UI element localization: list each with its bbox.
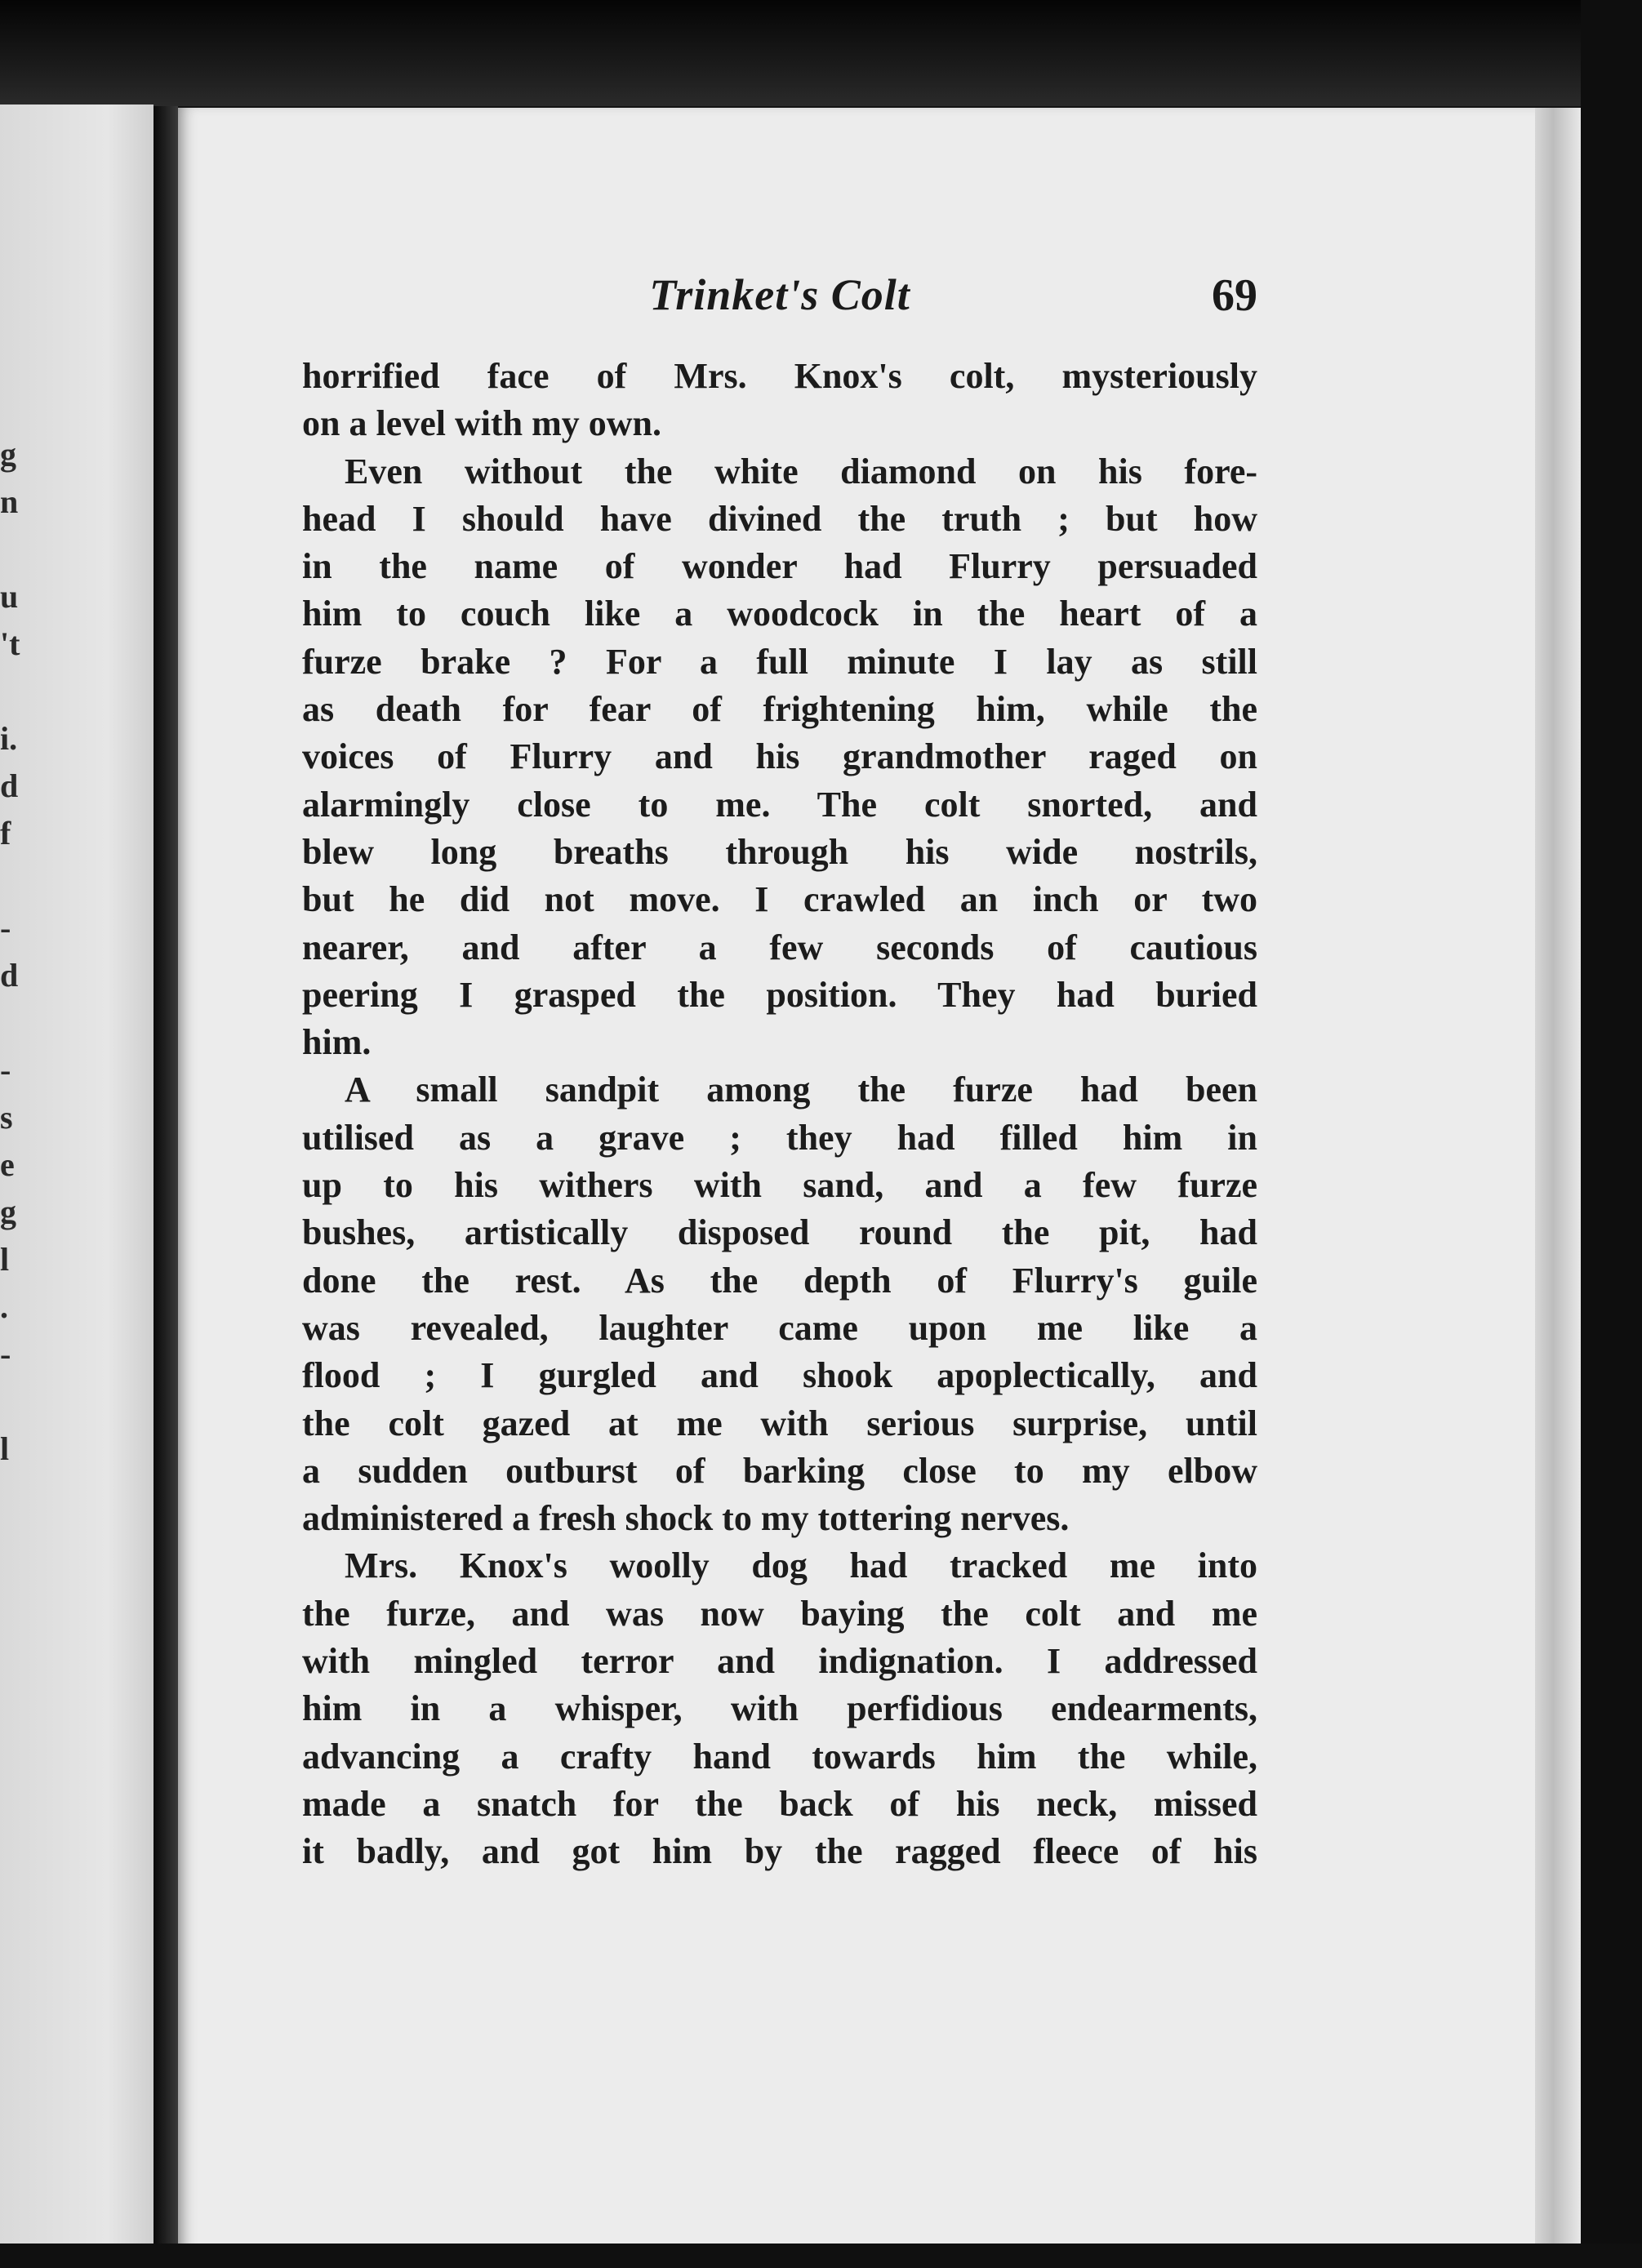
text-line: alarmingly close to me. The colt snorted, and <box>302 784 1257 825</box>
text-line: him to couch like a woodcock in the heart of a <box>302 594 1257 634</box>
scan-bottom-border <box>0 2244 1642 2268</box>
text-line: was revealed, laughter came upon me like a <box>302 1307 1257 1348</box>
text-line: bushes, artistically disposed round the pit, had <box>302 1212 1257 1253</box>
facing-page-fragment: - <box>0 909 11 946</box>
body-text <box>302 353 1257 1876</box>
text-line: made a snatch for the back of his neck, missed <box>302 1783 1257 1824</box>
facing-page-fragment: - <box>0 1336 11 1372</box>
scan-top-border <box>0 0 1642 106</box>
facing-page-fragment: g <box>0 436 16 473</box>
text-line: A small sandpit among the furze had been <box>345 1070 1257 1110</box>
facing-page-fragment: u <box>0 578 19 615</box>
facing-page-fragment: d <box>0 767 19 804</box>
text-line: Even without the white diamond on his fore- <box>345 451 1257 491</box>
facing-page-text-fragments <box>0 431 31 1473</box>
text-line: Mrs. Knox's woolly dog had tracked me into <box>345 1545 1257 1586</box>
facing-page-edge <box>0 105 154 2244</box>
text-line: in the name of wonder had Flurry persuaded <box>302 546 1257 587</box>
facing-page-fragment <box>0 526 31 573</box>
facing-page-fragment: . <box>0 1288 8 1325</box>
text-line: head I should have divined the truth ; but how <box>302 498 1257 539</box>
text-line: a sudden outburst of barking close to my elbow <box>302 1450 1257 1491</box>
facing-page-fragment: 't <box>0 625 20 662</box>
facing-page-fragment: f <box>0 815 11 852</box>
book-gutter <box>154 106 178 2245</box>
text-line: with mingled terror and indignation. I addressed <box>302 1641 1257 1682</box>
facing-page-fragment <box>0 999 31 1047</box>
text-line: done the rest. As the depth of Flurry's guile <box>302 1260 1257 1301</box>
facing-page-fragment: d <box>0 957 19 994</box>
text-line: utilised as a grave ; they had filled him in <box>302 1117 1257 1158</box>
running-head-title: Trinket's Colt <box>649 270 910 319</box>
text-line: but he did not move. I crawled an inch or two <box>302 879 1257 920</box>
text-line: peering I grasped the position. They had buried <box>302 974 1257 1015</box>
text-line: advancing a crafty hand towards him the while, <box>302 1736 1257 1777</box>
facing-page-fragment: g <box>0 1194 16 1230</box>
facing-page-fragment <box>0 668 31 715</box>
text-line: nearer, and after a few seconds of cautious <box>302 927 1257 967</box>
facing-page-fragment: i. <box>0 720 18 757</box>
facing-page-fragment: l <box>0 1241 10 1278</box>
text-line: administered a fresh shock to my tottering nerves. <box>302 1498 1070 1539</box>
text-line: the colt gazed at me with serious surprise, until <box>302 1403 1257 1443</box>
text-line: it badly, and got him by the ragged fleece of his <box>302 1831 1257 1872</box>
text-line: flood ; I gurgled and shook apoplectically, and <box>302 1355 1257 1396</box>
facing-page-fragment <box>0 1378 31 1425</box>
text-line: voices of Flurry and his grandmother raged on <box>302 736 1257 777</box>
facing-page-fragment: l <box>0 1430 10 1467</box>
facing-page-fragment: n <box>0 483 19 520</box>
text-line: him in a whisper, with perfidious endearments, <box>302 1688 1257 1729</box>
text-line: furze brake ? For a full minute I lay as still <box>302 641 1257 682</box>
text-line: on a level with my own. <box>302 403 661 444</box>
text-line: him. <box>302 1022 372 1063</box>
text-line: horrified face of Mrs. Knox's colt, mysteriously <box>302 356 1257 396</box>
facing-page-fragment: e <box>0 1146 15 1183</box>
scan-right-border <box>1581 0 1642 2268</box>
facing-page-fragment: - <box>0 1052 11 1088</box>
running-head <box>302 269 1257 335</box>
text-line: as death for fear of frightening him, while the <box>302 689 1257 730</box>
text-line: blew long breaths through his wide nostrils, <box>302 831 1257 872</box>
page-number: 69 <box>1212 270 1257 321</box>
facing-page-fragment <box>0 857 31 905</box>
text-line: the furze, and was now baying the colt and me <box>302 1593 1257 1634</box>
text-line: up to his withers with sand, and a few furze <box>302 1165 1257 1206</box>
facing-page-fragment: s <box>0 1099 13 1136</box>
page-fore-edge <box>1535 108 1581 2263</box>
